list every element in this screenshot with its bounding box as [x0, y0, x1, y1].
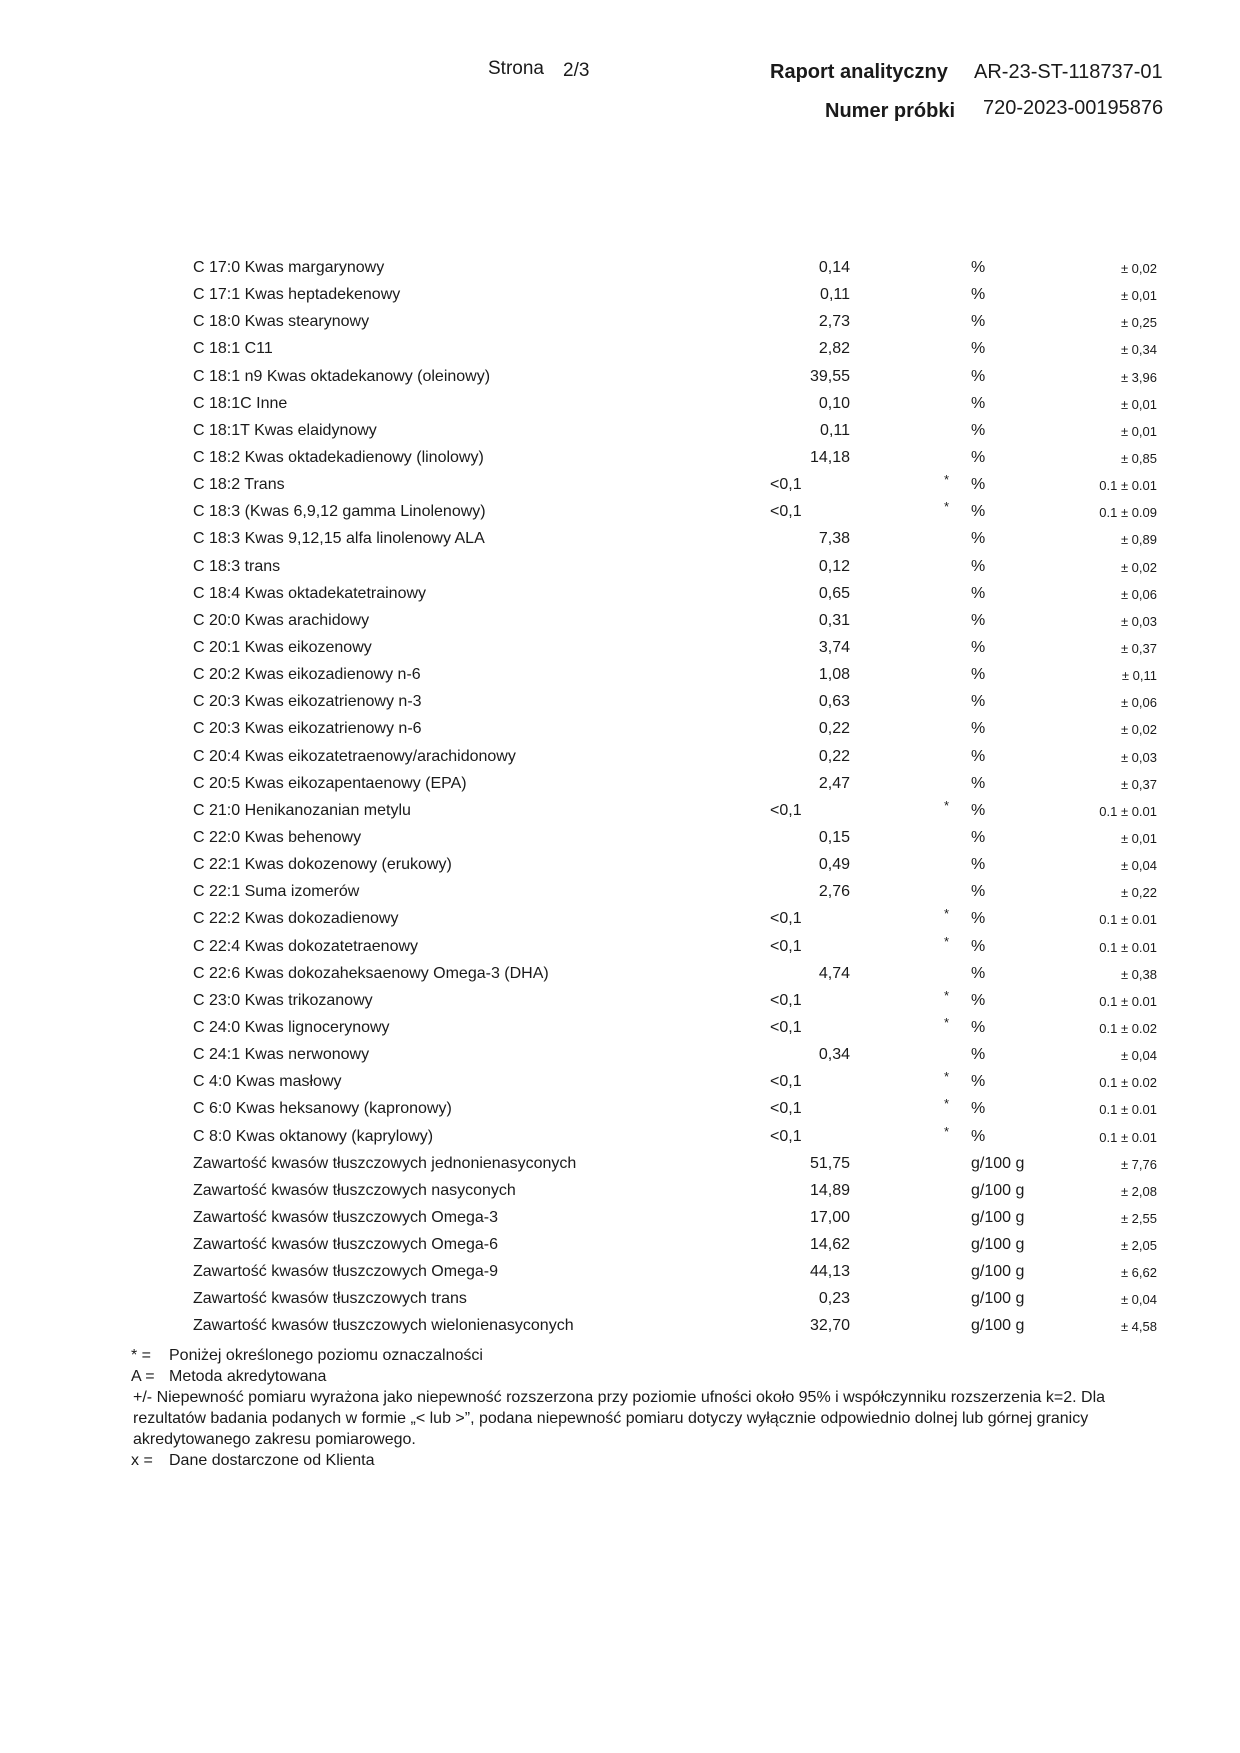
analyte-name: Zawartość kwasów tłuszczowych Omega-6 — [193, 1236, 498, 1254]
result-unit: % — [971, 286, 986, 304]
result-unit: % — [971, 1100, 986, 1118]
result-uncertainty: ± 0,04 — [1120, 858, 1157, 874]
table-row — [0, 636, 1240, 663]
analyte-name: C 24:0 Kwas lignocerynowy — [193, 1018, 390, 1036]
result-unit: % — [971, 828, 986, 846]
table-row — [0, 826, 1240, 853]
result-value: 2,76 — [818, 883, 850, 901]
table-row — [0, 745, 1240, 772]
analyte-name: C 22:6 Kwas dokozaheksaenowy Omega-3 (DHA) — [193, 964, 549, 982]
table-row — [0, 283, 1240, 310]
result-flag: * — [944, 1069, 950, 1085]
page-number: 2/3 — [563, 60, 590, 81]
analyte-name: C 18:2 Kwas oktadekadienowy (linolowy) — [193, 448, 484, 466]
table-row — [0, 582, 1240, 609]
result-value: <0,1 — [770, 801, 802, 819]
result-uncertainty: 0.1 ± 0.01 — [1099, 1129, 1157, 1145]
table-row — [0, 365, 1240, 392]
result-uncertainty: ± 2,05 — [1120, 1238, 1157, 1254]
analyte-name: Zawartość kwasów tłuszczowych Omega-3 — [193, 1208, 498, 1226]
analyte-name: Zawartość kwasów tłuszczowych trans — [193, 1290, 467, 1308]
analyte-name: C 18:3 Kwas 9,12,15 alfa linolenowy ALA — [193, 530, 485, 548]
result-uncertainty: ± 0,38 — [1120, 966, 1157, 982]
analyte-name: C 20:5 Kwas eikozapentaenowy (EPA) — [193, 774, 467, 792]
result-unit: % — [971, 1018, 986, 1036]
analyte-name: C 18:1C Inne — [193, 394, 288, 412]
result-value: 2,47 — [818, 774, 850, 792]
result-value: 0,22 — [818, 747, 850, 765]
result-unit: % — [971, 937, 986, 955]
result-uncertainty: ± 3,96 — [1120, 369, 1157, 385]
analyte-name: C 20:3 Kwas eikozatrienowy n-3 — [193, 693, 422, 711]
analyte-name: C 22:4 Kwas dokozatetraenowy — [193, 937, 419, 955]
analyte-name: C 22:0 Kwas behenowy — [193, 828, 362, 846]
result-value: 0,10 — [818, 394, 850, 412]
analyte-name: C 4:0 Kwas masłowy — [193, 1073, 342, 1091]
result-uncertainty: ± 0,06 — [1120, 695, 1157, 711]
analyte-name: C 20:1 Kwas eikozenowy — [193, 638, 372, 656]
note-uncertainty: +/- Niepewność pomiaru wyrażona jako niepewność rozszerzona przy poziomie ufności około 95% i współczynniku rozszerzenia k=2. Dla rezultatów badania podanych w formie „< lub >”, podana niepewność pomiaru dotyczy wyłącznie odpowiednio dolnej lub górnej granicy akredytowanego zakresu pomiarowego. — [133, 1389, 1106, 1448]
result-uncertainty: ± 0,89 — [1120, 532, 1157, 548]
result-uncertainty: ± 0,04 — [1120, 1048, 1157, 1064]
result-unit: % — [971, 259, 986, 276]
result-uncertainty: ± 7,76 — [1120, 1156, 1157, 1172]
analyte-name: C 18:0 Kwas stearynowy — [193, 313, 370, 331]
result-flag: * — [944, 987, 950, 1003]
result-uncertainty: 0.1 ± 0.01 — [1099, 939, 1157, 955]
note-star-text: Poniżej określonego poziomu oznaczalności — [169, 1347, 483, 1364]
sample-label: Numer próbki — [825, 100, 956, 122]
table-row — [0, 690, 1240, 717]
result-value: 0,23 — [818, 1290, 850, 1308]
table-row — [0, 1233, 1240, 1260]
result-unit: % — [971, 856, 986, 874]
table-row — [0, 256, 1240, 283]
result-unit: % — [971, 693, 986, 711]
result-unit: % — [971, 611, 986, 629]
result-unit: % — [971, 638, 986, 656]
result-value: 0,14 — [818, 259, 850, 276]
result-value: 44,13 — [809, 1263, 850, 1281]
analyte-name: C 18:3 trans — [193, 557, 281, 575]
analyte-name: C 22:1 Kwas dokozenowy (erukowy) — [193, 856, 452, 874]
result-unit: % — [971, 1046, 986, 1064]
result-flag: * — [944, 933, 950, 949]
analyte-name: C 8:0 Kwas oktanowy (kaprylowy) — [193, 1127, 434, 1145]
analyte-name: C 18:2 Trans — [193, 476, 285, 494]
result-uncertainty: ± 0,37 — [1120, 640, 1157, 656]
table-row — [0, 473, 1240, 500]
result-value: <0,1 — [770, 476, 802, 494]
table-row — [0, 1097, 1240, 1124]
result-value: <0,1 — [770, 503, 802, 521]
result-value: 17,00 — [809, 1208, 850, 1226]
result-value: 0,15 — [818, 828, 850, 846]
report-label: Raport analityczny — [770, 61, 948, 83]
result-value: <0,1 — [770, 937, 802, 955]
table-row — [0, 772, 1240, 799]
result-unit: % — [971, 394, 986, 412]
note-accredited — [131, 1366, 1151, 1387]
analyte-name: C 18:3 (Kwas 6,9,12 gamma Linolenowy) — [193, 503, 486, 521]
table-row — [0, 1260, 1240, 1287]
result-uncertainty: 0.1 ± 0.01 — [1099, 803, 1157, 819]
table-row — [0, 935, 1240, 962]
result-uncertainty: ± 0,34 — [1120, 342, 1157, 358]
analyte-name: C 24:1 Kwas nerwonowy — [193, 1046, 370, 1064]
result-value: 51,75 — [809, 1154, 850, 1172]
table-row — [0, 1206, 1240, 1233]
table-row — [0, 1314, 1240, 1341]
result-value: 2,73 — [818, 313, 850, 331]
result-unit: % — [971, 910, 986, 928]
sample-number: 720-2023-00195876 — [983, 97, 1164, 119]
result-uncertainty: ± 0,01 — [1120, 396, 1157, 412]
result-value: 1,08 — [818, 666, 850, 684]
result-flag: * — [944, 499, 950, 515]
result-uncertainty: ± 0,01 — [1120, 288, 1157, 304]
table-row — [0, 1043, 1240, 1070]
note-x-symbol: x = — [131, 1452, 153, 1469]
result-unit: % — [971, 557, 986, 575]
result-uncertainty: ± 0,85 — [1120, 450, 1157, 466]
table-row — [0, 500, 1240, 527]
note-a-symbol: A = — [131, 1368, 155, 1385]
analyte-name: C 17:1 Kwas heptadekenowy — [193, 286, 401, 304]
result-value: 0,22 — [818, 720, 850, 738]
table-row — [0, 907, 1240, 934]
note-client — [131, 1450, 1151, 1471]
result-value: <0,1 — [770, 1100, 802, 1118]
result-value: 0,34 — [818, 1046, 850, 1064]
result-value: 3,74 — [818, 638, 850, 656]
analyte-name: C 20:0 Kwas arachidowy — [193, 611, 370, 629]
table-row — [0, 310, 1240, 337]
analyte-name: Zawartość kwasów tłuszczowych Omega-9 — [193, 1263, 498, 1281]
result-uncertainty: 0.1 ± 0.01 — [1099, 993, 1157, 1009]
result-unit: g/100 g — [971, 1181, 1025, 1199]
analyte-name: C 18:4 Kwas oktadekatetrainowy — [193, 584, 427, 602]
result-uncertainty: 0.1 ± 0.02 — [1099, 1020, 1157, 1036]
result-flag: * — [944, 1096, 950, 1112]
result-unit: % — [971, 476, 986, 494]
result-value: 0,31 — [818, 611, 850, 629]
result-value: 0,49 — [818, 856, 850, 874]
result-unit: g/100 g — [971, 1154, 1025, 1172]
analyte-name: C 20:3 Kwas eikozatrienowy n-6 — [193, 720, 422, 738]
table-row — [0, 1125, 1240, 1152]
result-unit: % — [971, 313, 986, 331]
result-unit: % — [971, 801, 986, 819]
result-uncertainty: ± 2,08 — [1120, 1183, 1157, 1199]
analyte-name: C 17:0 Kwas margarynowy — [193, 259, 385, 276]
result-unit: g/100 g — [971, 1290, 1025, 1308]
table-row — [0, 337, 1240, 364]
analyte-name: Zawartość kwasów tłuszczowych wielonienasyconych — [193, 1317, 574, 1335]
table-row — [0, 880, 1240, 907]
table-row — [0, 853, 1240, 880]
result-value: 39,55 — [809, 367, 850, 385]
result-value: <0,1 — [770, 991, 802, 1009]
table-row — [0, 527, 1240, 554]
result-flag: * — [944, 472, 950, 488]
results-table — [0, 256, 1240, 1342]
result-unit: % — [971, 883, 986, 901]
result-value: <0,1 — [770, 1073, 802, 1091]
table-row — [0, 609, 1240, 636]
table-row — [0, 1179, 1240, 1206]
note-star — [131, 1345, 1151, 1366]
note-a-text: Metoda akredytowana — [169, 1368, 327, 1385]
result-unit: % — [971, 584, 986, 602]
analyte-name: C 18:1T Kwas elaidynowy — [193, 421, 377, 439]
analyte-name: C 20:2 Kwas eikozadienowy n-6 — [193, 666, 421, 684]
result-uncertainty: ± 0,11 — [1121, 668, 1157, 684]
table-row — [0, 1016, 1240, 1043]
result-value: <0,1 — [770, 910, 802, 928]
result-uncertainty: ± 0,22 — [1120, 885, 1157, 901]
table-row — [0, 1152, 1240, 1179]
result-uncertainty: 0.1 ± 0.02 — [1099, 1075, 1157, 1091]
table-row — [0, 555, 1240, 582]
table-row — [0, 717, 1240, 744]
analyte-name: C 21:0 Henikanozanian metylu — [193, 801, 411, 819]
result-uncertainty: 0.1 ± 0.01 — [1099, 912, 1157, 928]
result-uncertainty: ± 0,02 — [1120, 722, 1157, 738]
result-value: 32,70 — [809, 1317, 850, 1335]
result-uncertainty: 0.1 ± 0.01 — [1099, 1102, 1157, 1118]
result-unit: % — [971, 448, 986, 466]
report-number: AR-23-ST-118737-01 — [974, 61, 1163, 83]
result-unit: g/100 g — [971, 1208, 1025, 1226]
result-unit: % — [971, 530, 986, 548]
page-label: Strona — [488, 58, 544, 79]
result-unit: g/100 g — [971, 1317, 1025, 1335]
table-row — [0, 419, 1240, 446]
analyte-name: Zawartość kwasów tłuszczowych nasyconych — [193, 1181, 516, 1199]
result-uncertainty: ± 0,01 — [1120, 423, 1157, 439]
result-uncertainty: ± 0,03 — [1120, 613, 1157, 629]
result-uncertainty: 0.1 ± 0.01 — [1099, 478, 1157, 494]
result-uncertainty: ± 0,03 — [1120, 749, 1157, 765]
analyte-name: C 23:0 Kwas trikozanowy — [193, 991, 373, 1009]
result-unit: % — [971, 964, 986, 982]
result-unit: % — [971, 503, 986, 521]
table-row — [0, 962, 1240, 989]
result-unit: % — [971, 340, 986, 358]
result-unit: % — [971, 774, 986, 792]
result-value: 0,11 — [820, 421, 850, 439]
result-value: 2,82 — [818, 340, 850, 358]
analyte-name: C 18:1 n9 Kwas oktadekanowy (oleinowy) — [193, 367, 491, 385]
table-row — [0, 799, 1240, 826]
result-value: 14,89 — [809, 1181, 850, 1199]
analyte-name: C 6:0 Kwas heksanowy (kapronowy) — [193, 1100, 452, 1118]
result-unit: % — [971, 1127, 986, 1145]
result-uncertainty: ± 2,55 — [1120, 1210, 1157, 1226]
result-value: <0,1 — [770, 1018, 802, 1036]
result-uncertainty: ± 0,02 — [1120, 559, 1157, 575]
analyte-name: C 22:2 Kwas dokozadienowy — [193, 910, 399, 928]
table-row — [0, 392, 1240, 419]
result-unit: g/100 g — [971, 1263, 1025, 1281]
analyte-name: C 20:4 Kwas eikozatetraenowy/arachidonowy — [193, 747, 516, 765]
result-value: 0,11 — [820, 286, 850, 304]
analyte-name: Zawartość kwasów tłuszczowych jednonienasyconych — [193, 1154, 577, 1172]
result-uncertainty: ± 4,58 — [1120, 1319, 1157, 1335]
result-uncertainty: ± 0,06 — [1120, 586, 1157, 602]
analyte-name: C 18:1 C11 — [193, 340, 273, 358]
result-value: 0,12 — [818, 557, 850, 575]
result-value: 4,74 — [818, 964, 850, 982]
result-unit: % — [971, 747, 986, 765]
result-unit: % — [971, 421, 986, 439]
result-uncertainty: ± 0,02 — [1120, 261, 1157, 276]
result-uncertainty: ± 0,37 — [1120, 776, 1157, 792]
result-value: 0,63 — [818, 693, 850, 711]
result-uncertainty: ± 0,01 — [1120, 830, 1157, 846]
notes-section — [131, 1345, 1151, 1471]
result-unit: % — [971, 1073, 986, 1091]
result-flag: * — [944, 1014, 950, 1030]
result-value: 7,38 — [818, 530, 850, 548]
table-row — [0, 1287, 1240, 1314]
table-row — [0, 663, 1240, 690]
note-x-text: Dane dostarczone od Klienta — [169, 1452, 375, 1469]
result-unit: % — [971, 367, 986, 385]
analyte-name: C 22:1 Suma izomerów — [193, 883, 360, 901]
table-row — [0, 1070, 1240, 1097]
result-value: <0,1 — [770, 1127, 802, 1145]
result-uncertainty: ± 0,25 — [1120, 315, 1157, 331]
result-uncertainty: ± 0,04 — [1120, 1292, 1157, 1308]
table-row — [0, 989, 1240, 1016]
result-unit: % — [971, 666, 986, 684]
result-unit: % — [971, 720, 986, 738]
table-row — [0, 446, 1240, 473]
result-uncertainty: ± 6,62 — [1120, 1265, 1157, 1281]
result-uncertainty: 0.1 ± 0.09 — [1099, 505, 1157, 521]
result-flag: * — [944, 1123, 950, 1139]
result-value: 14,18 — [809, 448, 850, 466]
result-value: 14,62 — [809, 1236, 850, 1254]
result-unit: % — [971, 991, 986, 1009]
result-value: 0,65 — [818, 584, 850, 602]
result-flag: * — [944, 906, 950, 922]
result-flag: * — [944, 797, 950, 813]
result-unit: g/100 g — [971, 1236, 1025, 1254]
note-star-symbol: * = — [131, 1347, 152, 1364]
